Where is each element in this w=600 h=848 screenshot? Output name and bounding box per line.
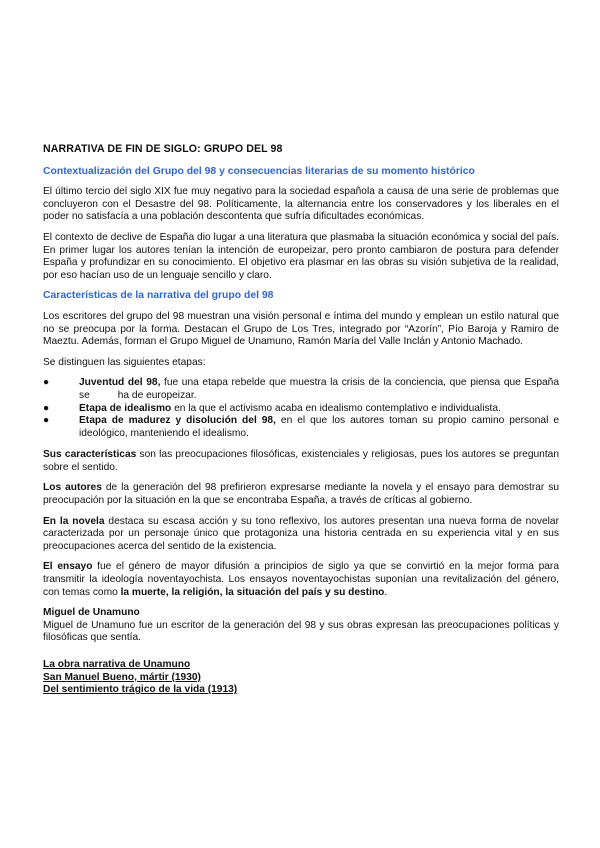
stage-description: en el que los autores toman su propio camino personal e ideológico, manteniendo el idealismo. [79,415,559,439]
section-heading-characteristics: Características de la narrativa del grupo del 98 [43,290,274,302]
paragraph-context-2: El contexto de declive de España dio lugar a una literatura que plasmaba la situación económica y social del país. En primer lugar los autores tenían la intención de europeizar, pero pronto cambiaron de postura para defender España y profundizar en su conocimiento. El objetivo era plasmar en las obras su visión subjetiva de la realidad, por eso hacían uso de un lenguaje sencillo y claro. [43,231,559,281]
unamuno-heading: Miguel de Unamuno [43,607,140,619]
list-item [43,377,559,402]
paragraph-essay: El ensayo fue el género de mayor difusión a principios de siglo ya que se convirtió en la mejor forma para transmitir la ideología noventayochista. Los ensayos noventayochistas suponían una revitalización del género, con temas como la muerte, la religión, la situación del país y su destino. [43,561,559,598]
list-item [43,403,559,416]
stage-name: Etapa de idealismo [79,402,172,414]
link-obra-narrativa[interactable]: La obra narrativa de Unamuno [43,659,191,670]
bullet-icon: ● [43,415,50,427]
stages-list [43,377,559,440]
document-content [43,143,559,697]
paragraph-unamuno: Miguel de Unamuno fue un escritor de la generación del 98 y sus obras expresan las preocupaciones políticas y filosóficas que sentía. [43,619,559,644]
stage-description: en la que el activismo acaba en idealismo contemplativo e individualista. [171,402,501,414]
list-item [43,415,559,440]
paragraph-context-1: El último tercio del siglo XIX fue muy negativo para la sociedad española a causa de una serie de problemas que concluyeron con el Desastre del 98. Políticamente, la alternancia entre los conservadores y los liberales en el poder no satisfacía a una población descontenta que sufría dificultades económicas. [43,186,559,223]
link-sentimiento-tragico[interactable]: Del sentimiento trágico de la vida (1913) [43,684,238,696]
stage-description: fue una etapa rebelde que muestra la crisis de la conciencia, que piensa que España se [79,377,559,401]
paragraph-characteristics: Sus características son las preocupaciones filosóficas, existenciales y religiosas, pues los autores se preguntan sobre el sentido. [43,449,559,473]
stage-name: Juventud del 98, [79,377,161,389]
bullet-icon: ● [43,402,50,414]
stage-name: Etapa de madurez y disolución del 98, [79,415,276,427]
stage-description-end: ha de europeizar. [117,389,197,401]
links-list [43,659,559,697]
document-title: NARRATIVA DE FIN DE SIGLO: GRUPO DEL 98 [43,143,283,155]
paragraph-stages-intro: Se distinguen las siguientes etapas: [43,356,206,368]
link-san-manuel-bueno[interactable]: San Manuel Bueno, mártir (1930) [43,671,201,683]
section-heading-context: Contextualización del Grupo del 98 y consecuencias literarias de su momento histórico [43,165,475,177]
paragraph-writers: Los escritores del grupo del 98 muestran una visión personal e íntima del mundo y emplean un estilo natural que no se preocupa por la forma. Destacan el Grupo de Los Tres, integrado por “Azorín”, Pío Baroja y Ramiro de Maeztu. Además, forman el Grupo Miguel de Unamuno, Ramón María del Valle Inclán y Antonio Machado. [43,310,559,348]
paragraph-novel: En la novela destaca su escasa acción y su tono reflexivo, los autores presentan una nueva forma de novelar caracterizada por un personaje único que protagoniza una historia centrada en su experiencia vital y en sus preocupaciones acerca del sentido de la existencia. [43,515,559,552]
bullet-icon: ● [43,377,50,389]
paragraph-authors: Los autores de la generación del 98 prefirieron expresarse mediante la novela y el ensayo para demostrar su preocupación por la situación en la que se encontraba España, a través de críticas al gobierno. [43,482,559,507]
